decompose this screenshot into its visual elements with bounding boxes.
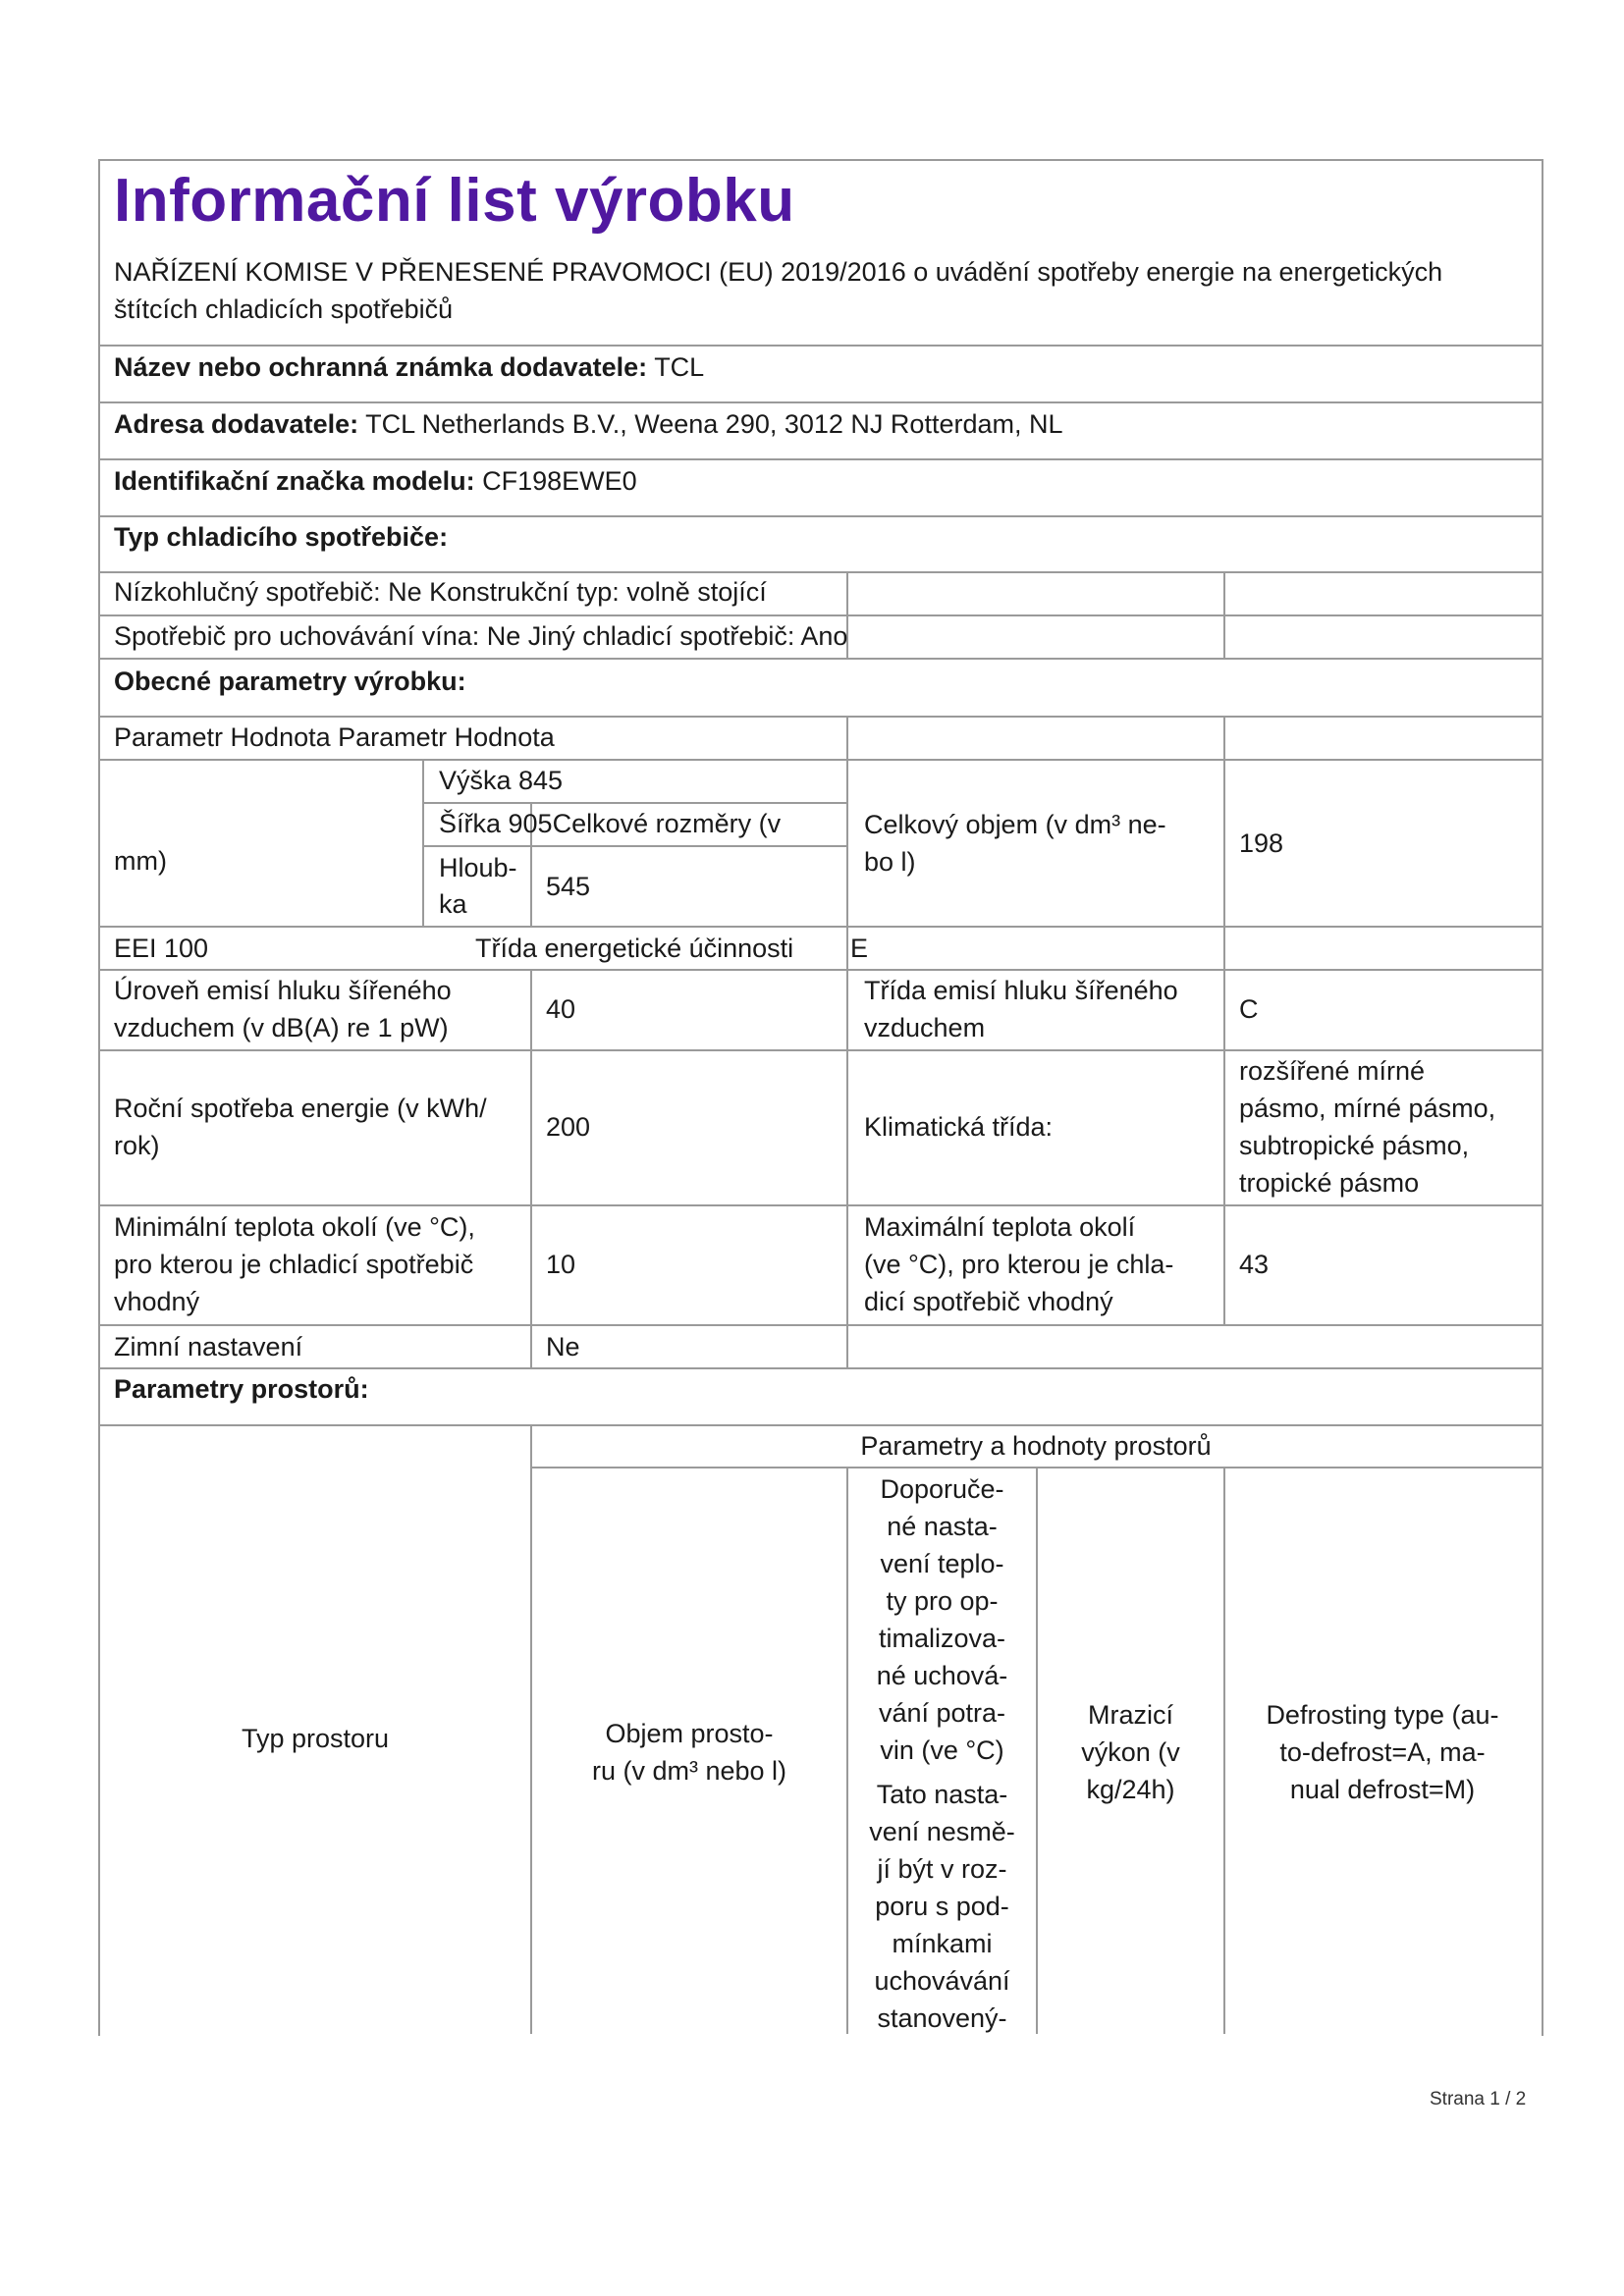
energy-class-value: E — [850, 934, 869, 963]
recommended-header-12: poru s pod- — [875, 1892, 1009, 1921]
col-divider — [1223, 571, 1225, 658]
model-row — [114, 462, 637, 500]
general-params-heading: Obecné parametry výrobku: — [114, 667, 466, 696]
max-temp-label-3: dicí spotřebič vhodný — [864, 1287, 1113, 1316]
eei-cell: EEI 100 — [114, 934, 209, 963]
row-divider — [422, 802, 846, 804]
recommended-header-3: vení teplo- — [880, 1549, 1004, 1578]
supplier-address-value: TCL Netherlands B.V., Weena 290, 3012 NJ Rotterdam, NL — [365, 409, 1063, 439]
compartments-group-header: Parametry a hodnoty prostorů — [860, 1431, 1212, 1461]
row-divider — [98, 1204, 1542, 1206]
recommended-header-8: vin (ve °C) — [880, 1735, 1004, 1765]
recommended-header-1: Doporuče- — [880, 1474, 1004, 1504]
regulation-line-2: štítcích chladicích spotřebičů — [114, 294, 454, 324]
col-divider — [846, 969, 848, 1367]
total-volume-label-2: bo l) — [864, 847, 916, 877]
col-divider — [530, 969, 532, 1367]
energy-class-label: Třída energetické účinnosti — [475, 934, 794, 963]
supplier-name-row — [114, 348, 704, 386]
model-label: Identifikační značka modelu: — [114, 466, 475, 496]
supplier-address-row — [114, 405, 1063, 443]
width-cell: Šířka 905Celkové rozměry (v — [439, 809, 782, 838]
regulation-line-1: NAŘÍZENÍ KOMISE V PŘENESENÉ PRAVOMOCI (EU) 2019/2016 o uvádění spotřeby energie na energetických — [114, 257, 1443, 287]
model-value: CF198EWE0 — [482, 466, 637, 496]
freezing-capacity-header-2: výkon (v — [1081, 1737, 1180, 1767]
min-temp-label-1: Minimální teplota okolí (ve °C), — [114, 1212, 475, 1242]
depth-label-2: ka — [439, 889, 467, 919]
recommended-header-11: jí být v roz- — [877, 1854, 1007, 1884]
total-volume-label-1: Celkový objem (v dm³ ne- — [864, 810, 1166, 839]
row-divider — [98, 1424, 1542, 1426]
annual-energy-label-2: rok) — [114, 1131, 160, 1160]
row-divider — [98, 926, 1542, 928]
appliance-type-row-1: Nízkohlučný spotřebič: Ne Konstrukční typ: volně stojící — [114, 577, 767, 607]
row-divider — [98, 1049, 1542, 1051]
recommended-header-2: né nasta- — [887, 1512, 998, 1541]
col-divider — [422, 759, 424, 926]
climate-class-value-3: subtropické pásmo, — [1239, 1131, 1470, 1160]
appliance-type-heading: Typ chladicího spotřebiče: — [114, 522, 449, 552]
row-divider — [98, 716, 1542, 718]
row-divider — [98, 1367, 1542, 1369]
recommended-header-6: né uchová- — [876, 1661, 1008, 1690]
total-volume-value: 198 — [1239, 828, 1284, 858]
climate-class-value-1: rozšířené mírné — [1239, 1056, 1426, 1086]
volume-header-1: Objem prosto- — [605, 1719, 774, 1748]
max-temp-label-2: (ve °C), pro kterou je chla- — [864, 1250, 1174, 1279]
row-divider — [98, 458, 1542, 460]
row-divider — [98, 515, 1542, 517]
col-divider — [1223, 716, 1225, 969]
noise-class-label-1: Třída emisí hluku šířeného — [864, 976, 1178, 1005]
defrost-type-header-3: nual defrost=M) — [1289, 1775, 1476, 1804]
defrost-type-header-1: Defrosting type (au- — [1266, 1700, 1499, 1730]
recommended-header-5: timalizova- — [878, 1624, 1006, 1653]
row-divider — [98, 658, 1542, 660]
row-divider — [422, 845, 846, 847]
min-temp-value: 10 — [546, 1250, 576, 1279]
supplier-name-label: Název nebo ochranná známka dodavatele: — [114, 352, 648, 382]
height-cell: Výška 845 — [439, 766, 564, 795]
min-temp-label-2: pro kterou je chladicí spotřebič — [114, 1250, 474, 1279]
climate-class-label: Klimatická třída: — [864, 1112, 1054, 1142]
page-number: Strana 1 / 2 — [1430, 2089, 1527, 2109]
recommended-header-4: ty pro op- — [886, 1586, 999, 1616]
noise-value: 40 — [546, 994, 576, 1024]
row-divider — [98, 345, 1542, 347]
volume-header-2: ru (v dm³ nebo l) — [591, 1756, 787, 1786]
freezing-capacity-header-3: kg/24h) — [1086, 1775, 1175, 1804]
page-title: Informační list výrobku — [114, 167, 795, 235]
col-divider — [1223, 969, 1225, 1324]
climate-class-value-2: pásmo, mírné pásmo, — [1239, 1094, 1496, 1123]
annual-energy-value: 200 — [546, 1112, 591, 1142]
recommended-header-15: stanovený- — [877, 2003, 1007, 2033]
max-temp-value: 43 — [1239, 1250, 1270, 1279]
compartment-type-header: Typ prostoru — [241, 1724, 390, 1753]
noise-label-1: Úroveň emisí hluku šířeného — [114, 976, 452, 1005]
row-divider — [98, 401, 1542, 403]
appliance-type-row-2: Spotřebič pro uchovávání vína: Ne Jiný chladicí spotřebič: Ano — [114, 621, 848, 651]
recommended-header-13: mínkami — [892, 1929, 993, 1958]
noise-class-value: C — [1239, 994, 1259, 1024]
annual-energy-label-1: Roční spotřeba energie (v kWh/ — [114, 1094, 487, 1123]
defrost-type-header-2: to-defrost=A, ma- — [1279, 1737, 1486, 1767]
depth-value: 545 — [546, 872, 591, 901]
dimensions-unit: mm) — [114, 846, 167, 876]
general-header-row: Parametr Hodnota Parametr Hodnota — [114, 722, 555, 752]
min-temp-label-3: vhodný — [114, 1287, 200, 1316]
freezing-capacity-header-1: Mrazicí — [1088, 1700, 1173, 1730]
supplier-name-value: TCL — [654, 352, 705, 382]
recommended-header-10: vení nesmě- — [869, 1817, 1015, 1846]
noise-label-2: vzduchem (v dB(A) re 1 pW) — [114, 1013, 449, 1042]
col-divider — [846, 716, 848, 969]
row-divider — [98, 969, 1542, 971]
recommended-header-7: vání potra- — [878, 1698, 1006, 1728]
row-divider — [98, 614, 1542, 616]
row-divider — [98, 1324, 1542, 1326]
compartments-heading: Parametry prostorů: — [114, 1374, 369, 1404]
recommended-header-14: uchovávání — [874, 1966, 1010, 1996]
max-temp-label-1: Maximální teplota okolí — [864, 1212, 1136, 1242]
supplier-address-label: Adresa dodavatele: — [114, 409, 359, 439]
winter-setting-value: Ne — [546, 1332, 580, 1362]
recommended-header-9: Tato nasta- — [876, 1780, 1008, 1809]
noise-class-label-2: vzduchem — [864, 1013, 986, 1042]
depth-label-1: Hloub- — [439, 853, 517, 882]
winter-setting-label: Zimní nastavení — [114, 1332, 303, 1362]
climate-class-value-4: tropické pásmo — [1239, 1168, 1420, 1198]
row-divider — [98, 759, 1542, 761]
